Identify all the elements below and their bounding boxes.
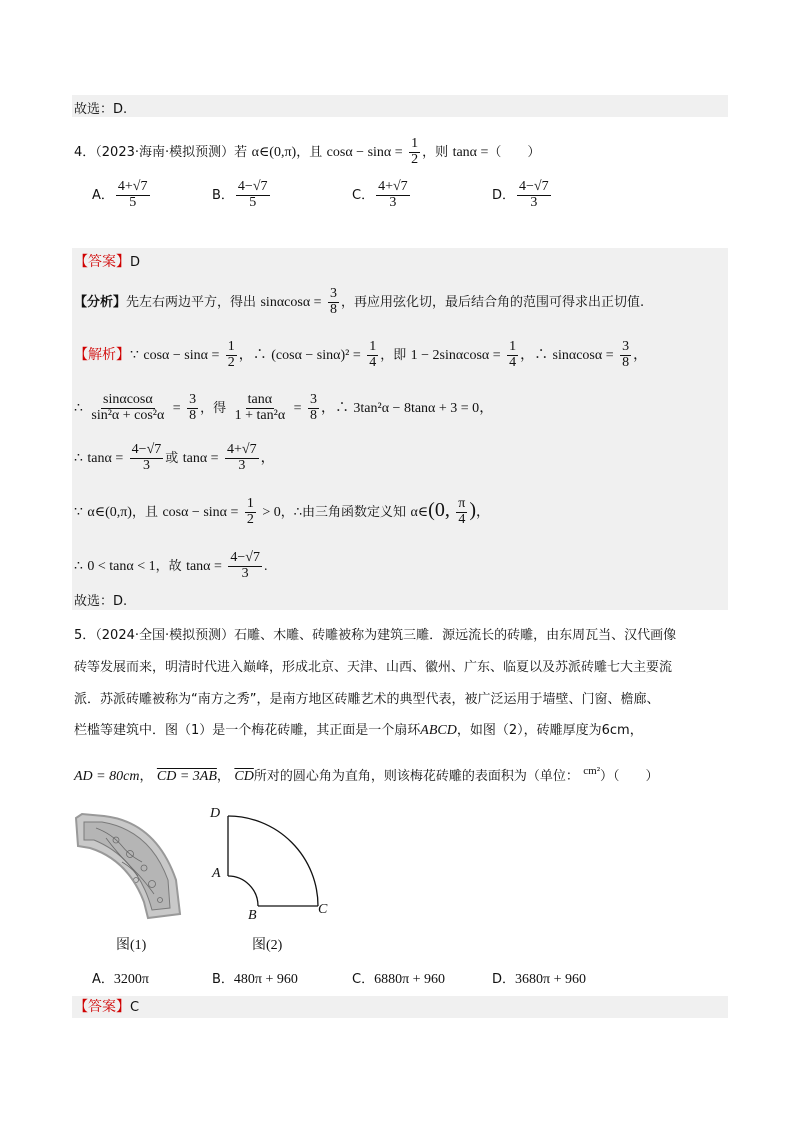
- q5-line-3: 派．苏派砖雕被称为“南方之秀”，是南方地区砖雕艺术的典型代表，被广泛运用于墙壁、门窗、檐廊、: [74, 692, 660, 707]
- q5-line-1: 5．（2024·全国·模拟预测）石雕、木雕、砖雕被称为建筑三雕．源远流长的砖雕，由东周瓦当、汉代画像: [74, 628, 677, 643]
- q4-option-a[interactable]: A． $\frac{4+√7}{5}$: [92, 179, 148, 210]
- solution-line-2: ∴ $\frac{\sin\alpha\cos\alpha}{\text{sin²α + cos²α}}$ = $\frac{3}{8}$ ，得 $\frac{\tan\alpha}{\text{1 + tan²α}}$ = $\frac{3}{8}$ ，∴ 3tan²α − 8tanα + 3 = 0，: [74, 392, 494, 423]
- q5-line-5: AD = 80cm， CD = 3AB， $\overline{CD}$所对的圆心角为直角，则该梅花砖雕的表面积为（单位： $^{cm^2}$）（ ）: [74, 765, 659, 784]
- q4-option-d[interactable]: D． $\frac{4-√7}{3}$: [492, 179, 549, 210]
- prev-choice: 故选：D.: [74, 102, 128, 117]
- arc-cd: [228, 816, 318, 906]
- figure-2-caption: 图(2): [252, 938, 283, 953]
- choice-4: 故选：D.: [74, 594, 128, 609]
- shade-prev-choice: [72, 95, 728, 117]
- answer-5: 【答案】C: [74, 999, 140, 1015]
- arc-ab: [228, 876, 258, 906]
- q5-line-2: 砖等发展而来，明清时代进入巅峰，形成北京、天津、山西、徽州、广东、临夏以及苏派砖雕七大主要流: [74, 660, 673, 675]
- q5-line-4: 栏槛等建筑中．图（1）是一个梅花砖雕，其正面是一个扇环ABCD，如图（2），砖雕厚度为6cm，: [74, 723, 643, 738]
- label-c: C: [318, 902, 328, 917]
- q5-option-b[interactable]: B．480π + 960: [212, 972, 298, 987]
- q5-option-c[interactable]: C．6880π + 960: [352, 972, 446, 987]
- analysis-4: 【分析】先左右两边平方，得出 sinαcosα = $\frac{3}{8}$ ，再应用弦化切，最后结合角的范围可得求出正切值.: [74, 286, 645, 317]
- solution-line-4: ∵ α∈(0,π)，且 cosα − sinα = $\frac{1}{2}$ > 0，∴由三角函数定义知 α∈(0, $\frac{\pi}{4}$ )，: [74, 496, 491, 527]
- q4-option-c[interactable]: C． $\frac{4+√7}{3}$: [352, 179, 408, 210]
- figure-1-brick-carving: [72, 810, 184, 926]
- answer-4: 【答案】D: [74, 254, 141, 270]
- q5-option-a[interactable]: A．3200π: [92, 972, 149, 987]
- solution-line-5: ∴ 0 < tanα < 1，故 tanα = $\frac{4-√7}{3}$ .: [74, 550, 268, 581]
- label-b: B: [248, 908, 257, 923]
- q5-option-d[interactable]: D．3680π + 960: [492, 972, 586, 987]
- figure-1-caption: 图(1): [116, 938, 147, 953]
- question-4-stem: 4．（2023·海南·模拟预测）若 α∈(0,π)，且 cosα − sinα = $\frac{1}{2}$ ，则 tanα =（ ）: [74, 136, 541, 167]
- label-a: A: [212, 866, 221, 881]
- solution-line-1: 【解析】∵ cosα − sinα = $\frac{1}{2}$ ，∴ (cosα − sinα)² = $\frac{1}{4}$ ，即 1 − 2sinαcosα = $\frac{1}{4}$ ，∴ sinαcosα = $\frac{3}{8}$ ，: [74, 339, 648, 370]
- shade-answer5: [72, 996, 728, 1018]
- label-d: D: [210, 806, 221, 821]
- figure-2-sector-ring: [204, 802, 344, 932]
- q4-option-b[interactable]: B． $\frac{4-√7}{5}$: [212, 179, 268, 210]
- solution-line-3: ∴ tanα = $\frac{4-√7}{3}$ 或 tanα = $\frac{4+√7}{3}$ ，: [74, 442, 275, 473]
